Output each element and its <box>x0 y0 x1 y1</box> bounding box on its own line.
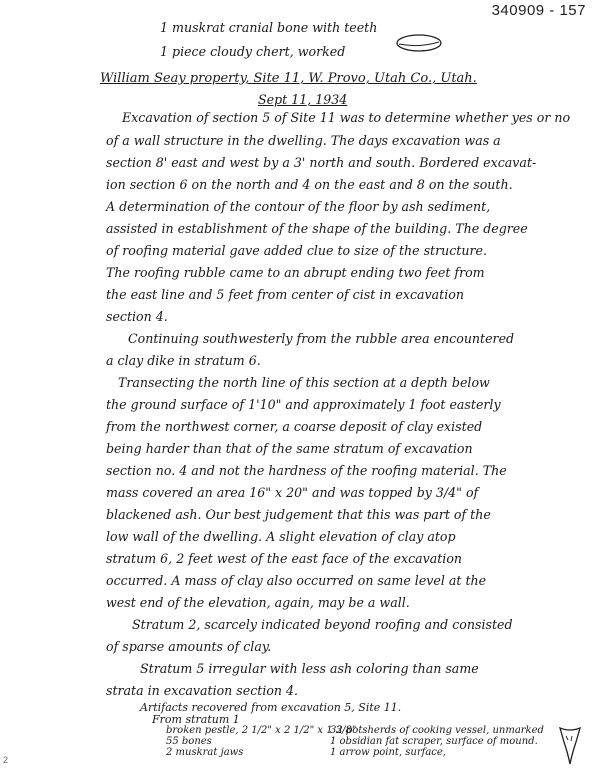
body-line: Continuing southwesterly from the rubble area encountered <box>128 331 515 346</box>
body-line: Stratum 2, scarcely indicated beyond roofing and consisted <box>132 617 513 632</box>
body-line: assisted in establishment of the shape of the building. The degree <box>106 221 528 236</box>
artifact-item: 2 muskrat jaws <box>166 747 244 758</box>
page-id-number: 340909 - 157 <box>491 2 586 19</box>
body-line: The roofing rubble came to an abrupt ending two feet from <box>106 265 485 280</box>
body-line: section no. 4 and not the hardness of the roofing material. The <box>106 463 507 478</box>
body-line: ion section 6 on the north and 4 on the east and 8 on the south. <box>106 177 513 192</box>
body-line: Transecting the north line of this section at a depth below <box>118 375 490 390</box>
body-line: occurred. A mass of clay also occurred on same level at the <box>106 573 487 588</box>
artifact-item: 1 arrow point, surface, <box>330 747 446 758</box>
artifacts-heading: Artifacts recovered from excavation 5, Site 11. <box>140 701 402 714</box>
artifact-item: 1 obsidian fat scraper, surface of mound. <box>330 736 538 747</box>
top-item-muskrat-bone: 1 muskrat cranial bone with teeth <box>160 20 378 35</box>
body-line: from the northwest corner, a coarse deposit of clay existed <box>106 419 483 434</box>
artifacts-subheading: From stratum 1 <box>152 713 240 726</box>
artifact-item: broken pestle, 2 1/2" x 2 1/2" x 1 3/8" <box>166 725 357 736</box>
artifact-item: 55 bones <box>166 736 212 747</box>
body-line: west end of the elevation, again, may be a wall. <box>106 595 410 610</box>
date-heading: Sept 11, 1934 <box>258 92 348 107</box>
body-line: section 8' east and west by a 3' north and south. Bordered excavat- <box>106 155 537 170</box>
top-item-chert: 1 piece cloudy chert, worked <box>160 44 346 59</box>
body-line: mass covered an area 16" x 20" and was topped by 3/4" of <box>106 485 479 500</box>
body-line: being harder than that of the same stratum of excavation <box>106 441 473 456</box>
body-line: the east line and 5 feet from center of cist in excavation <box>106 287 464 302</box>
artifact-item: 32 potsherds of cooking vessel, unmarked <box>330 725 544 736</box>
body-line: blackened ash. Our best judgement that this was part of the <box>106 507 491 522</box>
body-line: low wall of the dwelling. A slight elevation of clay atop <box>106 529 456 544</box>
body-line: section 4. <box>106 309 168 324</box>
body-line: stratum 6, 2 feet west of the east face of the excavation <box>106 551 463 566</box>
body-line: strata in excavation section 4. <box>106 683 299 698</box>
chert-sketch-icon <box>394 32 444 54</box>
site-heading: William Seay property, Site 11, W. Provo, Utah Co., Utah. <box>100 71 477 86</box>
body-line: of roofing material gave added clue to size of the structure. <box>106 243 487 258</box>
body-line: a clay dike in stratum 6. <box>106 353 261 368</box>
body-line: of sparse amounts of clay. <box>106 639 272 654</box>
arrow-point-sketch-icon <box>556 726 584 766</box>
body-line: Stratum 5 irregular with less ash coloring than same <box>140 661 479 676</box>
corner-mark: 2 <box>3 755 9 765</box>
body-line: A determination of the contour of the floor by ash sediment, <box>106 199 491 214</box>
body-line: of a wall structure in the dwelling. The days excavation was a <box>106 133 501 148</box>
body-line: the ground surface of 1'10" and approximately 1 foot easterly <box>106 397 501 412</box>
body-line: Excavation of section 5 of Site 11 was to determine whether yes or no <box>122 110 571 125</box>
